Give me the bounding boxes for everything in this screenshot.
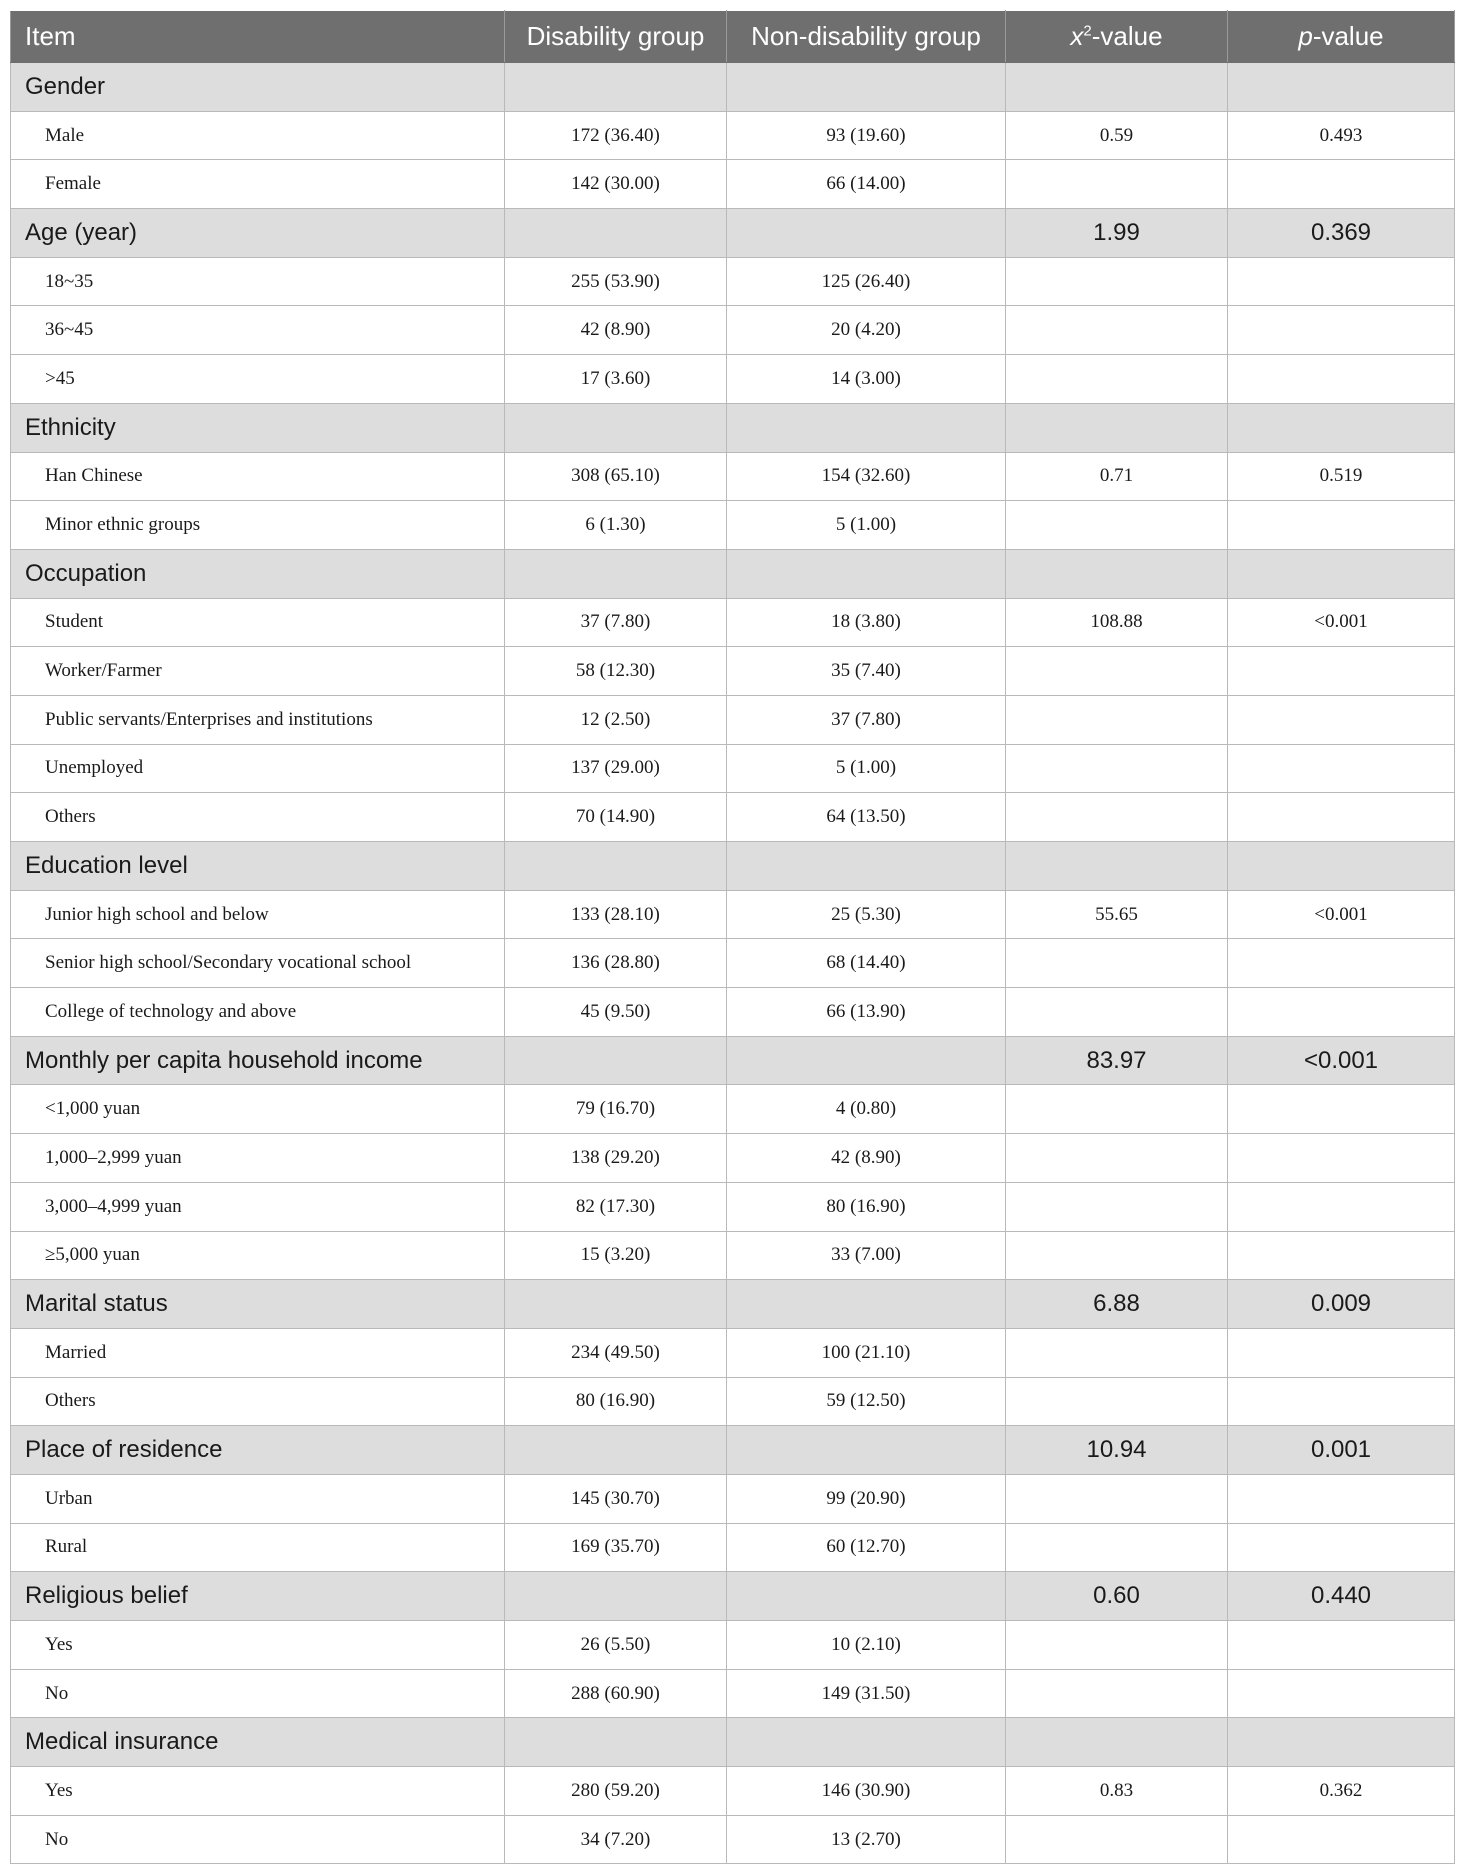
p-suffix: -value bbox=[1312, 21, 1384, 51]
header-p-value bbox=[1228, 11, 1455, 63]
row-label: >45 bbox=[11, 355, 505, 404]
table-row bbox=[11, 1523, 1455, 1572]
non-disability-count: 80 (16.90) bbox=[727, 1182, 1006, 1231]
table-row bbox=[11, 793, 1455, 842]
table-row bbox=[11, 1377, 1455, 1426]
group-chi-value: 0.60 bbox=[1006, 1572, 1228, 1621]
header-non-disability-group: Non-disability group bbox=[727, 11, 1006, 63]
p-value bbox=[1228, 306, 1455, 355]
p-value bbox=[1228, 1085, 1455, 1134]
group-p-value: <0.001 bbox=[1228, 1036, 1455, 1085]
row-label: 36~45 bbox=[11, 306, 505, 355]
p-value bbox=[1228, 355, 1455, 404]
non-disability-count: 37 (7.80) bbox=[727, 695, 1006, 744]
group-label: Monthly per capita household income bbox=[11, 1036, 505, 1085]
p-value bbox=[1228, 1182, 1455, 1231]
chi-symbol: x bbox=[1070, 21, 1084, 51]
table-row bbox=[11, 1231, 1455, 1280]
table-body bbox=[11, 63, 1455, 1864]
p-symbol: p bbox=[1298, 21, 1313, 51]
non-disability-count: 146 (30.90) bbox=[727, 1767, 1006, 1816]
group-p-value: 0.440 bbox=[1228, 1572, 1455, 1621]
group-p-value bbox=[1228, 63, 1455, 112]
non-disability-count: 125 (26.40) bbox=[727, 257, 1006, 306]
disability-count: 145 (30.70) bbox=[505, 1474, 727, 1523]
row-label: Student bbox=[11, 598, 505, 647]
group-empty-cell bbox=[727, 1572, 1006, 1621]
row-label: Others bbox=[11, 793, 505, 842]
non-disability-count: 20 (4.20) bbox=[727, 306, 1006, 355]
disability-count: 142 (30.00) bbox=[505, 160, 727, 209]
row-label: Minor ethnic groups bbox=[11, 501, 505, 550]
row-label: ≥5,000 yuan bbox=[11, 1231, 505, 1280]
chi-square-value bbox=[1006, 695, 1228, 744]
disability-count: 234 (49.50) bbox=[505, 1328, 727, 1377]
table-row bbox=[11, 1669, 1455, 1718]
chi-square-value bbox=[1006, 355, 1228, 404]
disability-count: 6 (1.30) bbox=[505, 501, 727, 550]
group-header-row bbox=[11, 1280, 1455, 1329]
chi-square-value bbox=[1006, 306, 1228, 355]
chi-square-value: 108.88 bbox=[1006, 598, 1228, 647]
p-value bbox=[1228, 695, 1455, 744]
group-header-row bbox=[11, 549, 1455, 598]
disability-count: 26 (5.50) bbox=[505, 1621, 727, 1670]
p-value bbox=[1228, 744, 1455, 793]
non-disability-count: 100 (21.10) bbox=[727, 1328, 1006, 1377]
non-disability-count: 4 (0.80) bbox=[727, 1085, 1006, 1134]
chi-square-value bbox=[1006, 1815, 1228, 1864]
group-chi-value: 10.94 bbox=[1006, 1426, 1228, 1475]
table-row bbox=[11, 939, 1455, 988]
row-label: Yes bbox=[11, 1621, 505, 1670]
group-empty-cell bbox=[505, 549, 727, 598]
disability-count: 172 (36.40) bbox=[505, 111, 727, 160]
table-header bbox=[11, 11, 1455, 63]
table-row bbox=[11, 647, 1455, 696]
group-label: Medical insurance bbox=[11, 1718, 505, 1767]
group-chi-value bbox=[1006, 549, 1228, 598]
disability-count: 80 (16.90) bbox=[505, 1377, 727, 1426]
non-disability-count: 60 (12.70) bbox=[727, 1523, 1006, 1572]
group-p-value: 0.369 bbox=[1228, 209, 1455, 258]
group-empty-cell bbox=[727, 1036, 1006, 1085]
group-empty-cell bbox=[505, 403, 727, 452]
row-label: No bbox=[11, 1815, 505, 1864]
row-label: Rural bbox=[11, 1523, 505, 1572]
group-empty-cell bbox=[505, 63, 727, 112]
group-label: Gender bbox=[11, 63, 505, 112]
row-label: Male bbox=[11, 111, 505, 160]
chi-square-value bbox=[1006, 1377, 1228, 1426]
chi-square-value bbox=[1006, 647, 1228, 696]
disability-count: 37 (7.80) bbox=[505, 598, 727, 647]
p-value bbox=[1228, 160, 1455, 209]
non-disability-count: 5 (1.00) bbox=[727, 744, 1006, 793]
group-header-row bbox=[11, 1572, 1455, 1621]
chi-square-value bbox=[1006, 1523, 1228, 1572]
disability-count: 288 (60.90) bbox=[505, 1669, 727, 1718]
chi-square-value: 0.59 bbox=[1006, 111, 1228, 160]
group-label: Place of residence bbox=[11, 1426, 505, 1475]
table-row bbox=[11, 257, 1455, 306]
non-disability-count: 66 (14.00) bbox=[727, 160, 1006, 209]
chi-square-value bbox=[1006, 1621, 1228, 1670]
p-value bbox=[1228, 1231, 1455, 1280]
p-value bbox=[1228, 1134, 1455, 1183]
disability-count: 45 (9.50) bbox=[505, 988, 727, 1037]
chi-suffix: -value bbox=[1091, 21, 1163, 51]
group-p-value: 0.009 bbox=[1228, 1280, 1455, 1329]
disability-count: 136 (28.80) bbox=[505, 939, 727, 988]
p-value: 0.362 bbox=[1228, 1767, 1455, 1816]
chi-square-value bbox=[1006, 1085, 1228, 1134]
table-row bbox=[11, 1085, 1455, 1134]
non-disability-count: 42 (8.90) bbox=[727, 1134, 1006, 1183]
disability-count: 12 (2.50) bbox=[505, 695, 727, 744]
group-p-value: 0.001 bbox=[1228, 1426, 1455, 1475]
header-row bbox=[11, 11, 1455, 63]
disability-count: 15 (3.20) bbox=[505, 1231, 727, 1280]
group-header-row bbox=[11, 1718, 1455, 1767]
group-p-value bbox=[1228, 549, 1455, 598]
group-header-row bbox=[11, 63, 1455, 112]
non-disability-count: 93 (19.60) bbox=[727, 111, 1006, 160]
group-label: Age (year) bbox=[11, 209, 505, 258]
group-label: Occupation bbox=[11, 549, 505, 598]
chi-square-value bbox=[1006, 1328, 1228, 1377]
row-label: Junior high school and below bbox=[11, 890, 505, 939]
disability-count: 280 (59.20) bbox=[505, 1767, 727, 1816]
group-empty-cell bbox=[727, 1280, 1006, 1329]
p-value bbox=[1228, 1523, 1455, 1572]
p-value bbox=[1228, 647, 1455, 696]
chi-square-value bbox=[1006, 1182, 1228, 1231]
table-row bbox=[11, 1815, 1455, 1864]
table-row bbox=[11, 1182, 1455, 1231]
p-value bbox=[1228, 939, 1455, 988]
group-chi-value bbox=[1006, 63, 1228, 112]
p-value bbox=[1228, 501, 1455, 550]
row-label: Others bbox=[11, 1377, 505, 1426]
group-chi-value: 83.97 bbox=[1006, 1036, 1228, 1085]
disability-count: 17 (3.60) bbox=[505, 355, 727, 404]
row-label: Public servants/Enterprises and institutions bbox=[11, 695, 505, 744]
group-p-value bbox=[1228, 842, 1455, 891]
disability-count: 34 (7.20) bbox=[505, 1815, 727, 1864]
table-row bbox=[11, 744, 1455, 793]
table-row bbox=[11, 452, 1455, 501]
group-p-value bbox=[1228, 1718, 1455, 1767]
header-item: Item bbox=[11, 11, 505, 63]
row-label: Han Chinese bbox=[11, 452, 505, 501]
p-value: <0.001 bbox=[1228, 598, 1455, 647]
group-header-row bbox=[11, 1036, 1455, 1085]
row-label: College of technology and above bbox=[11, 988, 505, 1037]
group-empty-cell bbox=[505, 842, 727, 891]
group-empty-cell bbox=[505, 1426, 727, 1475]
row-label: Married bbox=[11, 1328, 505, 1377]
chi-square-value bbox=[1006, 160, 1228, 209]
p-value bbox=[1228, 1669, 1455, 1718]
group-empty-cell bbox=[727, 842, 1006, 891]
p-value: <0.001 bbox=[1228, 890, 1455, 939]
non-disability-count: 5 (1.00) bbox=[727, 501, 1006, 550]
table-row bbox=[11, 160, 1455, 209]
row-label: Urban bbox=[11, 1474, 505, 1523]
group-chi-value bbox=[1006, 842, 1228, 891]
table-row bbox=[11, 111, 1455, 160]
disability-count: 137 (29.00) bbox=[505, 744, 727, 793]
non-disability-count: 64 (13.50) bbox=[727, 793, 1006, 842]
row-label: 3,000–4,999 yuan bbox=[11, 1182, 505, 1231]
disability-count: 133 (28.10) bbox=[505, 890, 727, 939]
table-row bbox=[11, 1474, 1455, 1523]
p-value bbox=[1228, 1815, 1455, 1864]
non-disability-count: 59 (12.50) bbox=[727, 1377, 1006, 1426]
table-row bbox=[11, 355, 1455, 404]
header-chi-square-value bbox=[1006, 11, 1228, 63]
disability-count: 42 (8.90) bbox=[505, 306, 727, 355]
p-value: 0.519 bbox=[1228, 452, 1455, 501]
group-header-row bbox=[11, 842, 1455, 891]
disability-count: 255 (53.90) bbox=[505, 257, 727, 306]
header-disability-group: Disability group bbox=[505, 11, 727, 63]
row-label: Unemployed bbox=[11, 744, 505, 793]
table-row bbox=[11, 501, 1455, 550]
table-row bbox=[11, 695, 1455, 744]
chi-square-value bbox=[1006, 1669, 1228, 1718]
non-disability-count: 68 (14.40) bbox=[727, 939, 1006, 988]
group-empty-cell bbox=[505, 1718, 727, 1767]
chi-square-value: 0.71 bbox=[1006, 452, 1228, 501]
group-label: Religious belief bbox=[11, 1572, 505, 1621]
row-label: 1,000–2,999 yuan bbox=[11, 1134, 505, 1183]
group-label: Marital status bbox=[11, 1280, 505, 1329]
non-disability-count: 35 (7.40) bbox=[727, 647, 1006, 696]
chi-square-value bbox=[1006, 1134, 1228, 1183]
chi-square-value bbox=[1006, 939, 1228, 988]
group-chi-value: 1.99 bbox=[1006, 209, 1228, 258]
row-label: Senior high school/Secondary vocational school bbox=[11, 939, 505, 988]
group-empty-cell bbox=[727, 1718, 1006, 1767]
p-value bbox=[1228, 1621, 1455, 1670]
non-disability-count: 14 (3.00) bbox=[727, 355, 1006, 404]
table-row bbox=[11, 1767, 1455, 1816]
group-empty-cell bbox=[505, 1572, 727, 1621]
non-disability-count: 18 (3.80) bbox=[727, 598, 1006, 647]
p-value bbox=[1228, 793, 1455, 842]
non-disability-count: 13 (2.70) bbox=[727, 1815, 1006, 1864]
non-disability-count: 99 (20.90) bbox=[727, 1474, 1006, 1523]
chi-square-value: 0.83 bbox=[1006, 1767, 1228, 1816]
group-header-row bbox=[11, 1426, 1455, 1475]
table-container bbox=[10, 10, 1454, 1864]
demographics-table bbox=[10, 10, 1455, 1864]
group-p-value bbox=[1228, 403, 1455, 452]
p-value bbox=[1228, 988, 1455, 1037]
table-row bbox=[11, 306, 1455, 355]
group-empty-cell bbox=[505, 1036, 727, 1085]
group-chi-value bbox=[1006, 403, 1228, 452]
group-empty-cell bbox=[727, 1426, 1006, 1475]
non-disability-count: 33 (7.00) bbox=[727, 1231, 1006, 1280]
chi-superscript: 2 bbox=[1083, 22, 1092, 40]
non-disability-count: 149 (31.50) bbox=[727, 1669, 1006, 1718]
disability-count: 70 (14.90) bbox=[505, 793, 727, 842]
disability-count: 58 (12.30) bbox=[505, 647, 727, 696]
non-disability-count: 10 (2.10) bbox=[727, 1621, 1006, 1670]
table-row bbox=[11, 988, 1455, 1037]
chi-square-value: 55.65 bbox=[1006, 890, 1228, 939]
disability-count: 138 (29.20) bbox=[505, 1134, 727, 1183]
row-label: <1,000 yuan bbox=[11, 1085, 505, 1134]
disability-count: 169 (35.70) bbox=[505, 1523, 727, 1572]
group-label: Education level bbox=[11, 842, 505, 891]
p-value bbox=[1228, 1377, 1455, 1426]
group-header-row bbox=[11, 209, 1455, 258]
chi-square-value bbox=[1006, 1231, 1228, 1280]
chi-square-value bbox=[1006, 501, 1228, 550]
p-value: 0.493 bbox=[1228, 111, 1455, 160]
non-disability-count: 25 (5.30) bbox=[727, 890, 1006, 939]
group-label: Ethnicity bbox=[11, 403, 505, 452]
non-disability-count: 154 (32.60) bbox=[727, 452, 1006, 501]
disability-count: 308 (65.10) bbox=[505, 452, 727, 501]
row-label: Female bbox=[11, 160, 505, 209]
group-header-row bbox=[11, 403, 1455, 452]
chi-square-value bbox=[1006, 793, 1228, 842]
disability-count: 79 (16.70) bbox=[505, 1085, 727, 1134]
p-value bbox=[1228, 257, 1455, 306]
group-empty-cell bbox=[727, 63, 1006, 112]
group-empty-cell bbox=[727, 403, 1006, 452]
row-label: Yes bbox=[11, 1767, 505, 1816]
table-row bbox=[11, 1621, 1455, 1670]
p-value bbox=[1228, 1328, 1455, 1377]
non-disability-count: 66 (13.90) bbox=[727, 988, 1006, 1037]
table-row bbox=[11, 1328, 1455, 1377]
row-label: Worker/Farmer bbox=[11, 647, 505, 696]
group-chi-value bbox=[1006, 1718, 1228, 1767]
table-row bbox=[11, 1134, 1455, 1183]
group-empty-cell bbox=[505, 1280, 727, 1329]
chi-square-value bbox=[1006, 1474, 1228, 1523]
group-empty-cell bbox=[727, 549, 1006, 598]
chi-square-value bbox=[1006, 744, 1228, 793]
chi-square-value bbox=[1006, 988, 1228, 1037]
row-label: 18~35 bbox=[11, 257, 505, 306]
group-chi-value: 6.88 bbox=[1006, 1280, 1228, 1329]
table-row bbox=[11, 890, 1455, 939]
table-row bbox=[11, 598, 1455, 647]
group-empty-cell bbox=[727, 209, 1006, 258]
disability-count: 82 (17.30) bbox=[505, 1182, 727, 1231]
chi-square-value bbox=[1006, 257, 1228, 306]
row-label: No bbox=[11, 1669, 505, 1718]
group-empty-cell bbox=[505, 209, 727, 258]
p-value bbox=[1228, 1474, 1455, 1523]
